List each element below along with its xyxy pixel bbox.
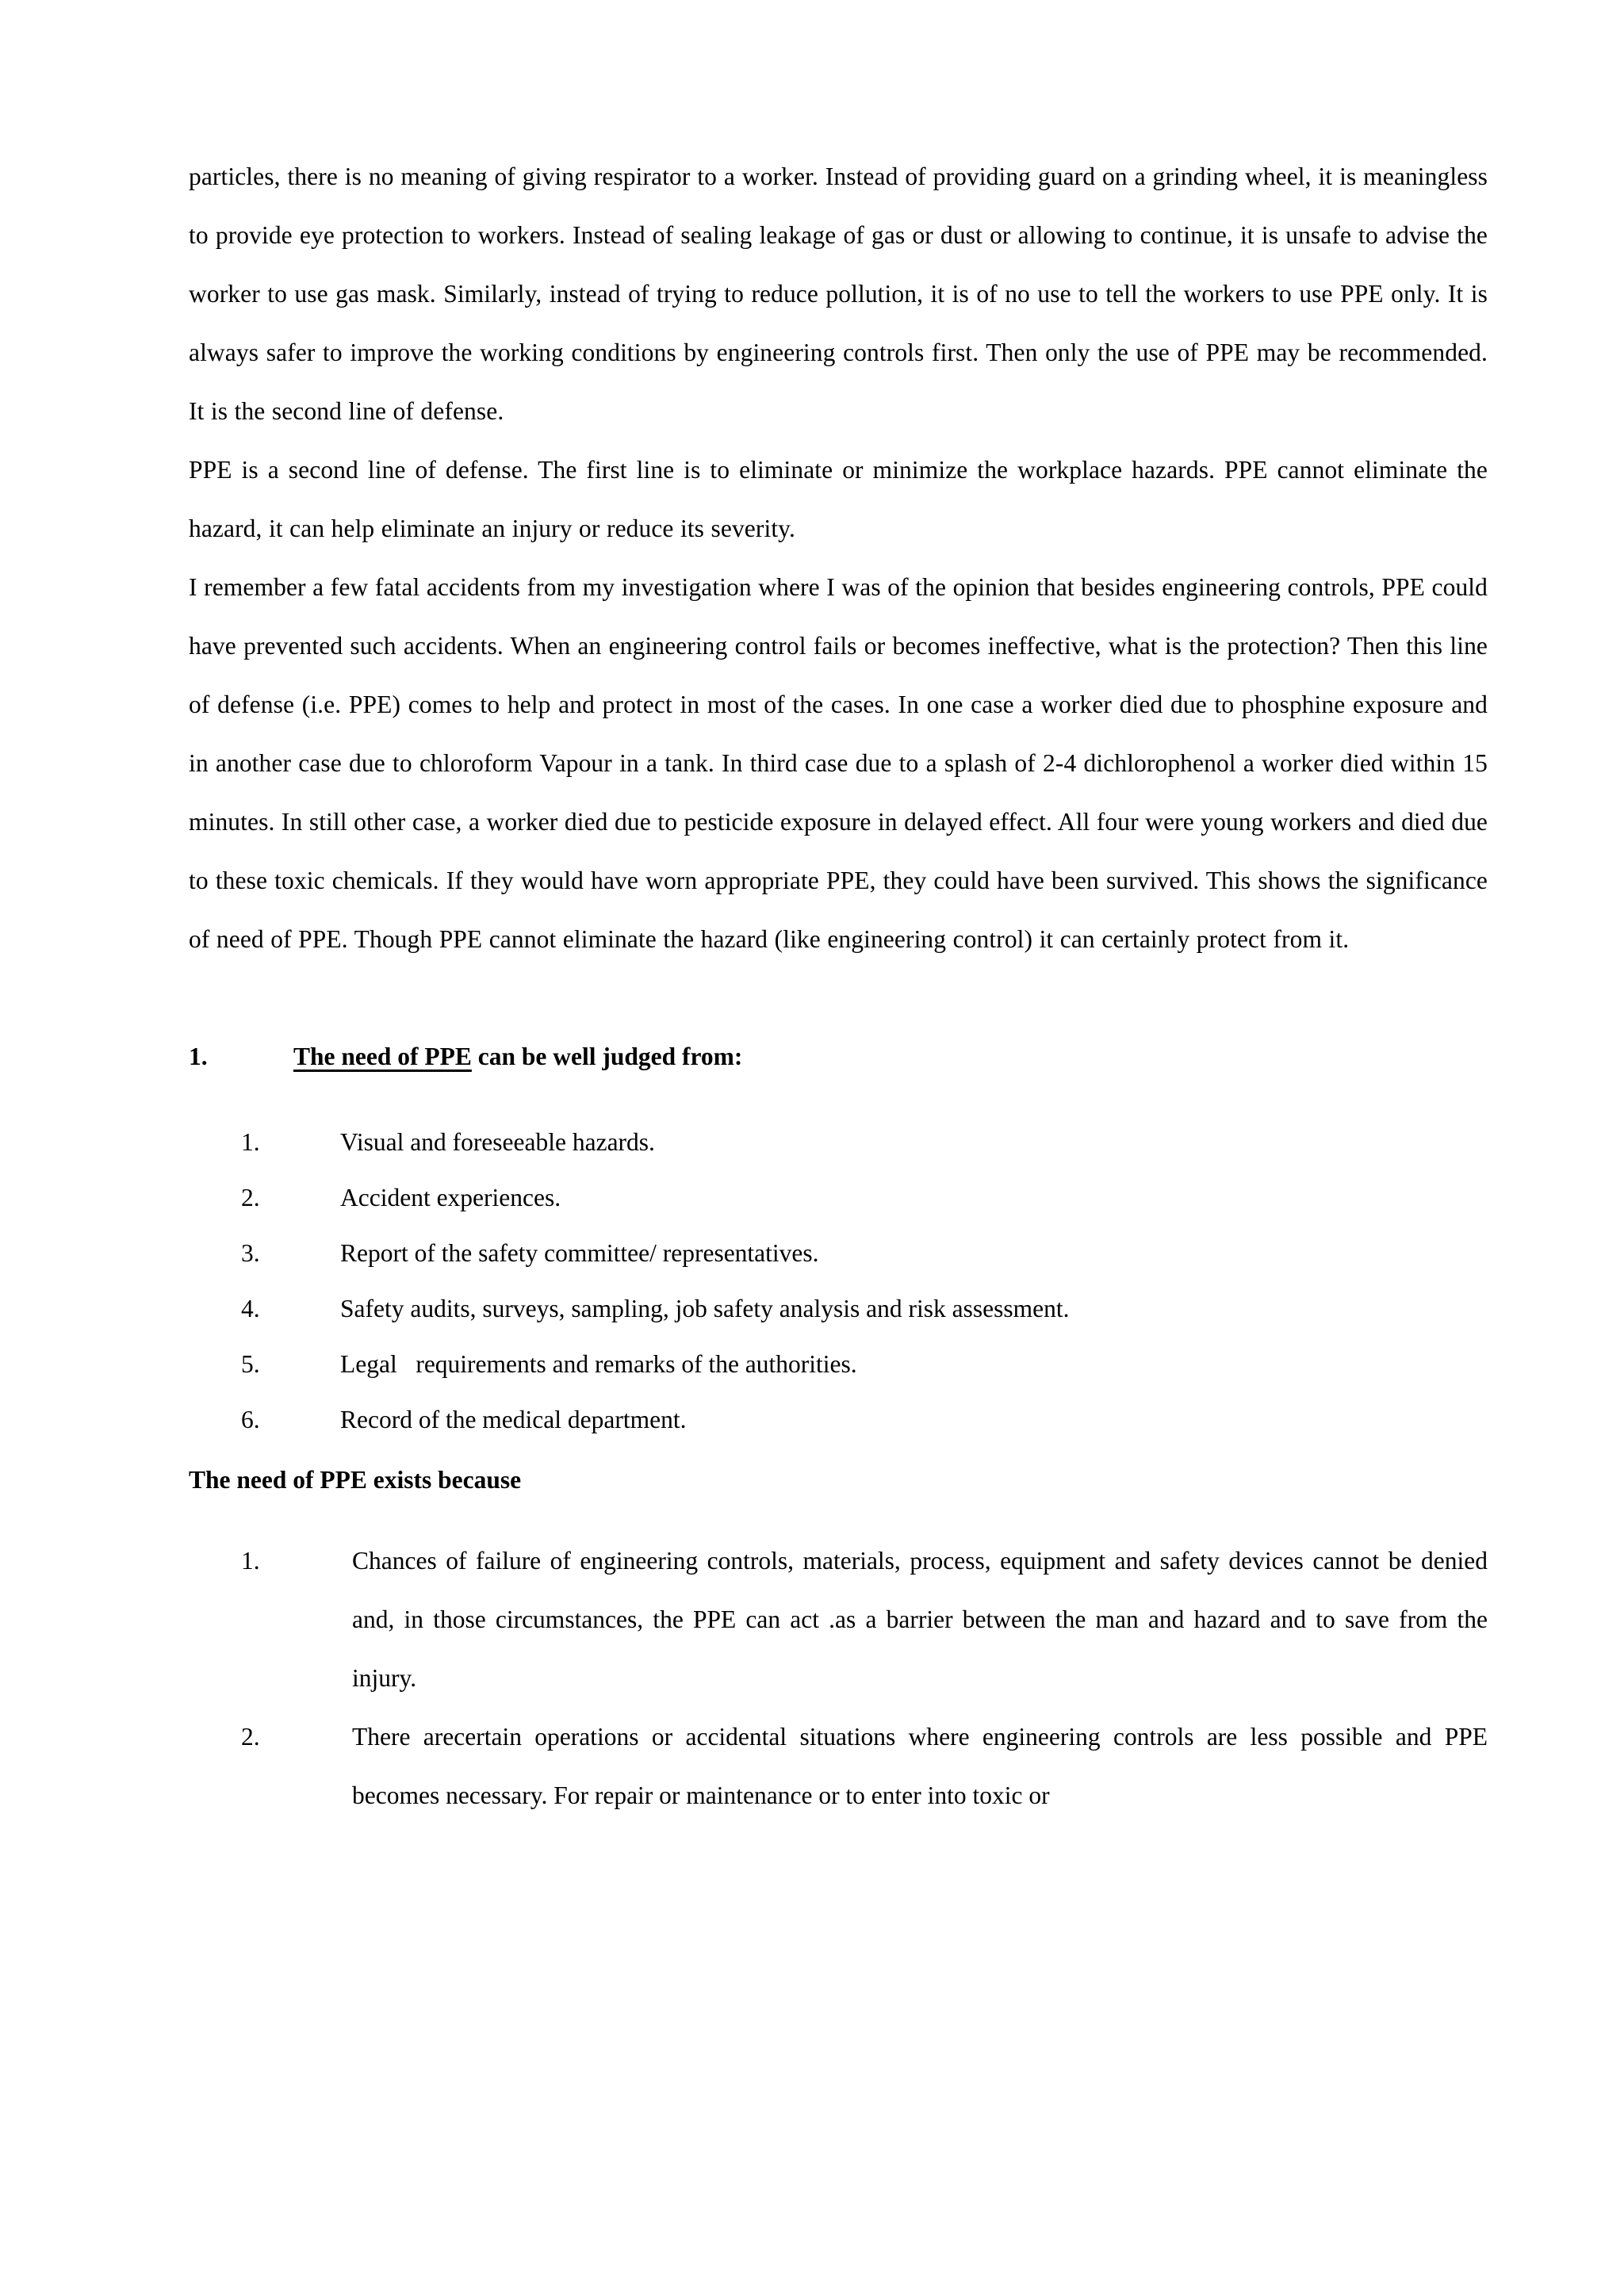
list-item: [189, 1115, 1488, 1170]
judged-from-list: [189, 1115, 1488, 1448]
because-heading: The need of PPE exists because: [189, 1466, 522, 1494]
list-item: [189, 1392, 1488, 1448]
text-column: [189, 147, 1488, 1825]
section-heading-number: 1.: [189, 1043, 208, 1070]
list-item-number: 2.: [241, 1723, 260, 1751]
list-item: [189, 1226, 1488, 1281]
list-item-number: 3.: [241, 1239, 260, 1267]
list-item-text: Legal requirements and remarks of the authorities.: [340, 1350, 857, 1378]
list-item-text: Report of the safety committee/ representatives.: [340, 1239, 819, 1267]
list-item-number: 1.: [241, 1547, 260, 1575]
paragraph-2: PPE is a second line of defense. The first line is to eliminate or minimize the workplace hazards. PPE cannot eliminate the hazard, it can help eliminate an injury or reduce its severity.: [189, 456, 1488, 542]
list-item-text: Safety audits, surveys, sampling, job safety analysis and risk assessment.: [340, 1295, 1070, 1322]
paragraph-1: particles, there is no meaning of giving respirator to a worker. Instead of providing guard on a grinding wheel, it is meaningless to provide eye protection to workers. Instead of sealing leakage of gas or dust or allowing to continue, it is unsafe to advise the worker to use gas mask. Similarly, instead of trying to reduce pollution, it is of no use to tell the workers to use PPE only. It is always safer to improve the working conditions by engineering controls first. Then only the use of PPE may be recommended. It is the second line of defense.: [189, 163, 1488, 425]
list-item-text: Accident experiences.: [340, 1184, 561, 1211]
list-item: [189, 1337, 1488, 1392]
list-item-text: There arecertain operations or accidental situations where engineering controls are less possible and PPE becomes necessary. For repair or maintenance or to enter into toxic or: [352, 1723, 1488, 1809]
list-item-number: 1.: [241, 1128, 260, 1156]
list-item-text: Visual and foreseeable hazards.: [340, 1128, 655, 1156]
section-heading-rest: can be well judged from:: [471, 1043, 743, 1070]
section-heading-underlined: The need of PPE: [293, 1043, 472, 1070]
paragraph-3: I remember a few fatal accidents from my investigation where I was of the opinion that besides engineering controls, PPE could have prevented such accidents. When an engineering control fails or becomes ineffective, what is the protection? Then this line of defense (i.e. PPE) comes to help and protect in most of the cases. In one case a worker died due to phosphine exposure and in another case due to chloroform Vapour in a tank. In third case due to a splash of 2-4 dichlorophenol a worker died within 15 minutes. In still other case, a worker died due to pesticide exposure in delayed effect. All four were young workers and died due to these toxic chemicals. If they would have worn appropriate PPE, they could have been survived. This shows the significance of need of PPE. Though PPE cannot eliminate the hazard (like engineering control) it can certainly protect from it.: [189, 573, 1488, 953]
section-heading-text: [293, 1027, 1488, 1086]
list-item-text: Record of the medical department.: [340, 1406, 687, 1433]
list-item-number: 4.: [241, 1295, 260, 1322]
list-item-text: Chances of failure of engineering controls, materials, process, equipment and safety devices cannot be denied and, in those circumstances, the PPE can act .as a barrier between the man and hazard and to save from the injury.: [352, 1547, 1488, 1692]
because-list: [189, 1532, 1488, 1825]
list-item-number: 2.: [241, 1184, 260, 1211]
list-item-number: 5.: [241, 1350, 260, 1378]
list-item: [241, 1532, 1488, 1708]
list-item: [189, 1170, 1488, 1226]
section-heading: [189, 1027, 1488, 1086]
list-item: [241, 1708, 1488, 1825]
list-item-number: 6.: [241, 1406, 260, 1433]
list-item: [189, 1281, 1488, 1337]
